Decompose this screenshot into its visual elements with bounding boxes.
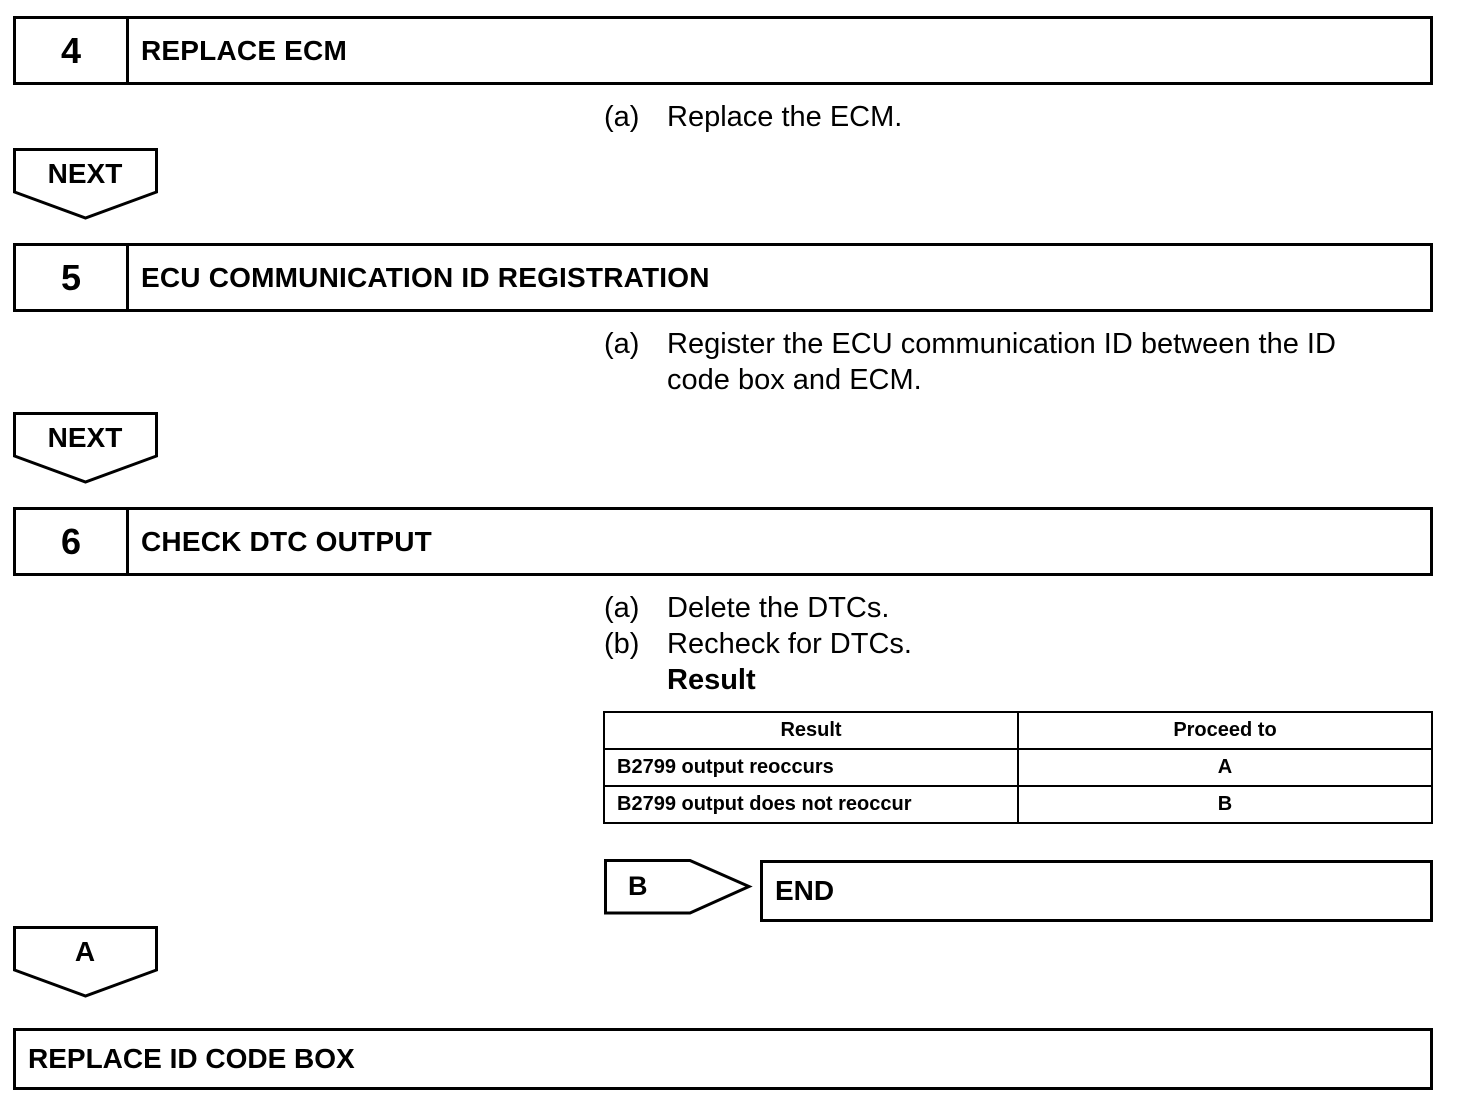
end-box: END <box>760 860 1433 922</box>
step-6-header <box>13 507 1433 576</box>
right-arrow-icon <box>604 859 754 917</box>
result-heading: Result <box>667 664 756 696</box>
step-4-header <box>13 16 1433 85</box>
branch-a-label: A <box>74 936 96 967</box>
procedure-text: Replace the ECM. <box>667 101 903 133</box>
step-number: 6 <box>16 510 129 573</box>
branch-b-arrow <box>604 859 754 917</box>
procedure-item <box>604 99 902 135</box>
step-number: 5 <box>16 246 129 309</box>
procedure-letter: (a) <box>604 328 640 360</box>
procedure-text: Register the ECU communication ID between the ID <box>667 328 1336 360</box>
procedure-item <box>604 626 912 662</box>
step-title: ECU COMMUNICATION ID REGISTRATION <box>141 261 710 293</box>
procedure-text: Delete the DTCs. <box>667 592 890 624</box>
final-step-box: REPLACE ID CODE BOX <box>13 1028 1433 1090</box>
procedure-letter: (b) <box>604 628 640 660</box>
table-cell: B2799 output does not reoccur <box>604 786 1018 823</box>
procedure-text-block <box>667 326 1336 398</box>
next-label: NEXT <box>47 158 123 189</box>
table-header-row <box>604 712 1432 749</box>
branch-b-label: B <box>628 871 648 901</box>
branch-a-arrow <box>13 926 159 1000</box>
table-header-cell: Result <box>604 712 1018 749</box>
table-cell: A <box>1018 749 1432 786</box>
next-label: NEXT <box>47 422 123 453</box>
step-5-header <box>13 243 1433 312</box>
step-number: 4 <box>16 19 129 82</box>
procedure-text: Recheck for DTCs. <box>667 628 912 660</box>
result-table <box>603 711 1433 824</box>
table-header-cell: Proceed to <box>1018 712 1432 749</box>
procedure-letter: (a) <box>604 592 640 624</box>
procedure-item <box>604 590 889 626</box>
table-row <box>604 786 1432 823</box>
step-title: CHECK DTC OUTPUT <box>141 525 432 557</box>
table-row <box>604 749 1432 786</box>
procedure-item <box>604 326 1336 398</box>
next-arrow-2 <box>13 412 159 486</box>
table-cell: B2799 output reoccurs <box>604 749 1018 786</box>
procedure-text: code box and ECM. <box>667 364 922 396</box>
procedure-letter: (a) <box>604 101 640 133</box>
step-title: REPLACE ECM <box>141 34 347 66</box>
table-cell: B <box>1018 786 1432 823</box>
next-arrow-1 <box>13 148 159 222</box>
